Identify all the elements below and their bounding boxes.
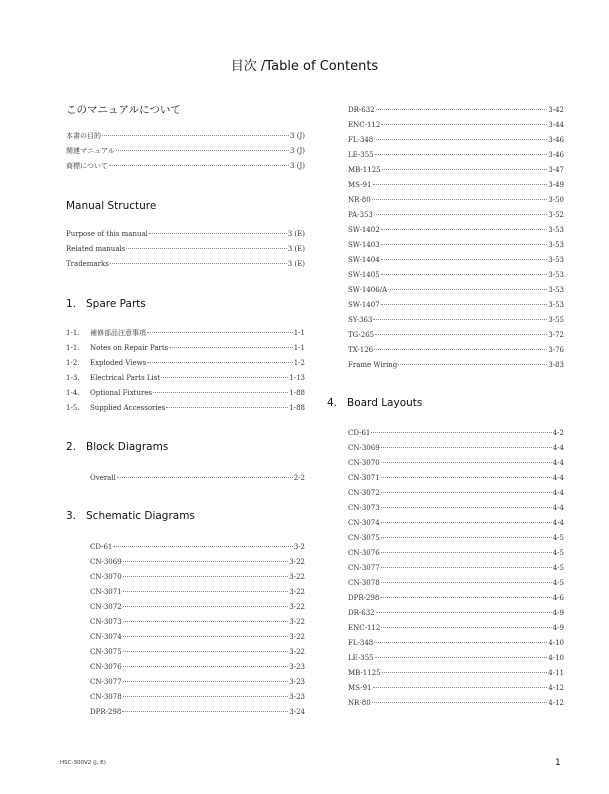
toc-entry-page: 4-4	[552, 444, 564, 452]
dot-leader	[147, 362, 293, 363]
dot-leader	[382, 672, 548, 673]
dot-leader	[123, 681, 289, 682]
toc-entry[interactable]	[348, 163, 564, 178]
toc-entry-page: 4-9	[552, 609, 564, 617]
toc-entry-label: SW-1403	[348, 241, 380, 249]
toc-entry[interactable]	[348, 591, 564, 606]
toc-entry-label: CN-3071	[90, 588, 122, 596]
toc-entry-page: 4-4	[552, 459, 564, 467]
toc-entry[interactable]	[66, 159, 305, 174]
dot-leader	[123, 696, 289, 697]
toc-entry[interactable]	[66, 371, 305, 386]
toc-entry-page: 4-5	[552, 549, 564, 557]
dot-leader	[381, 124, 547, 125]
dot-leader	[398, 364, 547, 365]
toc-entry-page: 4-6	[552, 594, 564, 602]
toc-entry-page: 3-22	[289, 633, 305, 641]
toc-entry[interactable]	[90, 570, 305, 585]
toc-entry-page: 2-2	[293, 474, 305, 482]
toc-list-spare-parts	[66, 326, 305, 416]
dot-leader	[381, 552, 552, 553]
toc-entry-page: 1-88	[289, 389, 305, 397]
toc-entry[interactable]	[90, 540, 305, 555]
toc-entry[interactable]	[348, 238, 564, 253]
section-number: 1.	[66, 298, 77, 310]
toc-entry-label: SW-1406/A	[348, 286, 388, 294]
dot-leader	[153, 392, 288, 393]
dot-leader	[381, 627, 551, 628]
dot-leader	[388, 289, 547, 290]
dot-leader	[117, 477, 293, 478]
toc-entry-page: 4-12	[548, 699, 564, 707]
dot-leader	[110, 263, 287, 264]
toc-entry-label: 本書の目的	[66, 132, 101, 140]
dot-leader	[371, 432, 551, 433]
toc-entry-label: 関連マニュアル	[66, 147, 115, 155]
toc-entry-label: CN-3071	[348, 474, 380, 482]
toc-entry-page: 3-22	[289, 588, 305, 596]
dot-leader	[374, 139, 547, 140]
toc-entry-label: CN-3073	[348, 504, 380, 512]
toc-entry-label: DR-632	[348, 609, 375, 617]
toc-entry[interactable]	[348, 651, 564, 666]
toc-entry[interactable]	[348, 516, 564, 531]
dot-leader	[123, 576, 289, 577]
toc-entry-label: CN-3078	[348, 579, 380, 587]
toc-entry[interactable]	[348, 343, 564, 358]
dot-leader	[373, 319, 547, 320]
toc-entry-label: SY-363	[348, 316, 373, 324]
toc-entry-label: CN-3075	[90, 648, 122, 656]
toc-entry-label: FL-348	[348, 136, 374, 144]
toc-entry[interactable]	[348, 636, 564, 651]
page-title: 目次 /Table of Contents	[230, 59, 379, 74]
section-title: Board Layouts	[347, 397, 423, 409]
toc-entry[interactable]	[90, 675, 305, 690]
toc-entry-label: CN-3070	[348, 459, 380, 467]
toc-entry-page: 4-4	[552, 474, 564, 482]
dot-leader	[166, 407, 288, 408]
toc-entry[interactable]	[66, 257, 305, 272]
toc-entry-label: CN-3069	[348, 444, 380, 452]
toc-entry-label: DPR-298	[348, 594, 380, 602]
toc-entry[interactable]	[348, 696, 564, 711]
toc-entry-section-number: 1-1.	[66, 329, 80, 337]
toc-entry-page: 3 (E)	[287, 230, 305, 238]
toc-entry-page: 3-22	[289, 558, 305, 566]
toc-entry-label: CD-61	[348, 429, 371, 437]
dot-leader	[123, 621, 289, 622]
toc-entry-page: 1-88	[289, 404, 305, 412]
section-title: Schematic Diagrams	[86, 510, 195, 522]
toc-entry[interactable]	[348, 178, 564, 193]
toc-entry-label: SW-1407	[348, 301, 380, 309]
toc-entry-page: 3-52	[548, 211, 564, 219]
toc-entry-label: MS-91	[348, 684, 372, 692]
toc-entry-label: CN-3073	[90, 618, 122, 626]
dot-leader	[116, 150, 289, 151]
toc-entry-page: 4-4	[552, 489, 564, 497]
toc-entry-label: CN-3076	[90, 663, 122, 671]
toc-entry[interactable]	[348, 471, 564, 486]
toc-entry[interactable]	[348, 268, 564, 283]
toc-entry-label: NR-80	[348, 196, 371, 204]
toc-entry-page: 4-4	[552, 504, 564, 512]
dot-leader	[147, 332, 293, 333]
toc-entry[interactable]	[348, 298, 564, 313]
toc-entry-page: 3-47	[548, 166, 564, 174]
toc-entry-page: 3-23	[289, 693, 305, 701]
toc-entry-page: 3 (E)	[287, 260, 305, 268]
dot-leader	[126, 248, 286, 249]
toc-entry[interactable]	[90, 585, 305, 600]
toc-entry-label: ENC-112	[348, 121, 381, 129]
toc-entry-label: CN-3075	[348, 534, 380, 542]
toc-entry[interactable]	[66, 129, 305, 144]
dot-leader	[381, 447, 552, 448]
toc-entry-label: CN-3076	[348, 549, 380, 557]
toc-list-schematic-diagrams	[90, 540, 305, 720]
toc-entry-page: 4-5	[552, 579, 564, 587]
toc-entry[interactable]	[90, 690, 305, 705]
toc-entry-label: Related manuals	[66, 245, 126, 253]
toc-entry-label: Purpose of this manual	[66, 230, 148, 238]
dot-leader	[382, 169, 548, 170]
toc-entry[interactable]	[348, 208, 564, 223]
toc-entry[interactable]	[348, 328, 564, 343]
dot-leader	[102, 135, 289, 136]
dot-leader	[381, 274, 548, 275]
dot-leader	[123, 561, 289, 562]
toc-entry-label: CD-61	[90, 543, 113, 551]
toc-entry[interactable]	[66, 326, 305, 341]
dot-leader	[376, 612, 552, 613]
toc-entry-page: 3-53	[548, 286, 564, 294]
section-heading-about-manual	[66, 102, 181, 117]
toc-entry-page: 3-24	[289, 708, 305, 716]
toc-entry-page: 3-53	[548, 256, 564, 264]
toc-entry-page: 3-46	[548, 151, 564, 159]
toc-entry-label: MB-1125	[348, 166, 381, 174]
dot-leader	[149, 233, 287, 234]
toc-entry-page: 1-2	[293, 359, 305, 367]
toc-entry-label: TG-265	[348, 331, 375, 339]
dot-leader	[374, 349, 547, 350]
toc-entry-label: DPR-298	[90, 708, 122, 716]
dot-leader	[109, 165, 289, 166]
toc-list-schematic-diagrams-continued	[348, 103, 564, 373]
toc-entry[interactable]	[348, 486, 564, 501]
toc-list-board-layouts	[348, 426, 564, 711]
dot-leader	[372, 702, 548, 703]
toc-entry-page: 3-53	[548, 241, 564, 249]
toc-entry[interactable]	[348, 148, 564, 163]
toc-entry[interactable]	[90, 555, 305, 570]
toc-list-manual-structure	[66, 227, 305, 272]
toc-entry-label: TX-126	[348, 346, 374, 354]
dot-leader	[381, 507, 552, 508]
toc-entry-page: 3-76	[548, 346, 564, 354]
toc-entry-page: 4-5	[552, 564, 564, 572]
toc-entry-label: MB-1125	[348, 669, 381, 677]
toc-entry[interactable]	[348, 358, 564, 373]
toc-entry-page: 4-2	[552, 429, 564, 437]
section-heading-spare-parts	[66, 298, 146, 310]
toc-entry[interactable]	[66, 356, 305, 371]
toc-entry-page: 4-12	[548, 684, 564, 692]
toc-entry-page: 3-55	[548, 316, 564, 324]
toc-entry-page: 1-13	[289, 374, 305, 382]
toc-entry-label: PA-353	[348, 211, 373, 219]
toc-entry-label: Trademarks	[66, 260, 109, 268]
section-title: Spare Parts	[86, 298, 146, 310]
toc-entry[interactable]	[348, 606, 564, 621]
toc-entry[interactable]	[348, 133, 564, 148]
toc-entry-label: DR-632	[348, 106, 375, 114]
toc-entry-label: CN-3074	[90, 633, 122, 641]
toc-entry-page: 3-46	[548, 136, 564, 144]
dot-leader	[381, 537, 552, 538]
toc-entry-page: 3-22	[289, 618, 305, 626]
toc-entry-label: CN-3078	[90, 693, 122, 701]
toc-entry-section-number: 1-4.	[66, 389, 80, 397]
toc-entry[interactable]	[90, 615, 305, 630]
toc-entry[interactable]	[90, 471, 305, 486]
toc-entry-page: 4-4	[552, 519, 564, 527]
toc-entry-section-number: 1-1.	[66, 344, 80, 352]
dot-leader	[169, 347, 292, 348]
toc-entry-page: 3-22	[289, 573, 305, 581]
toc-entry-page: 1-1	[293, 344, 305, 352]
footer-model: HSC-300V2 (J, E)	[60, 760, 106, 766]
toc-entry-label: ENC-112	[348, 624, 381, 632]
toc-entry[interactable]	[348, 253, 564, 268]
toc-entry[interactable]	[348, 561, 564, 576]
dot-leader	[380, 597, 551, 598]
section-number: 4.	[327, 397, 338, 409]
dot-leader	[373, 184, 548, 185]
toc-entry[interactable]	[348, 193, 564, 208]
toc-entry-page: 3 (E)	[287, 245, 305, 253]
dot-leader	[123, 666, 289, 667]
toc-entry[interactable]	[66, 386, 305, 401]
toc-entry-label: Exploded Views	[90, 359, 147, 367]
toc-entry[interactable]	[348, 283, 564, 298]
toc-entry-page: 3-53	[548, 301, 564, 309]
toc-entry[interactable]	[348, 666, 564, 681]
dot-leader	[381, 462, 552, 463]
toc-entry-label: SW-1405	[348, 271, 380, 279]
toc-entry-label: 商標について	[66, 162, 108, 170]
toc-entry-label: CN-3077	[90, 678, 122, 686]
dot-leader	[381, 492, 552, 493]
section-heading-schematic-diagrams	[66, 510, 195, 522]
section-heading-manual-structure	[66, 200, 156, 212]
toc-entry-label: MS-91	[348, 181, 372, 189]
toc-entry-label: SW-1402	[348, 226, 380, 234]
toc-entry[interactable]	[66, 144, 305, 159]
section-title: このマニュアルについて	[66, 104, 181, 116]
dot-leader	[113, 546, 292, 547]
toc-entry[interactable]	[90, 600, 305, 615]
toc-entry[interactable]	[90, 630, 305, 645]
toc-entry[interactable]	[348, 531, 564, 546]
toc-entry-label: Optional Fixtures	[90, 389, 153, 397]
toc-entry[interactable]	[348, 313, 564, 328]
toc-entry[interactable]	[348, 456, 564, 471]
dot-leader	[381, 477, 552, 478]
toc-entry-page: 3-72	[548, 331, 564, 339]
dot-leader	[381, 259, 548, 260]
section-heading-board-layouts	[327, 397, 422, 409]
toc-entry-page: 3-23	[289, 678, 305, 686]
toc-entry-page: 3-49	[548, 181, 564, 189]
toc-entry-label: CN-3070	[90, 573, 122, 581]
toc-entry[interactable]	[66, 341, 305, 356]
toc-entry[interactable]	[348, 621, 564, 636]
toc-entry[interactable]	[348, 118, 564, 133]
dot-leader	[372, 199, 548, 200]
section-title: Block Diagrams	[86, 441, 169, 453]
toc-entry-page: 1-1	[293, 329, 305, 337]
section-number: 3.	[66, 510, 77, 522]
dot-leader	[375, 657, 548, 658]
toc-entry-page: 3-50	[548, 196, 564, 204]
toc-entry[interactable]	[348, 223, 564, 238]
toc-entry-label: NR-80	[348, 699, 371, 707]
toc-entry-label: Notes on Repair Parts	[90, 344, 169, 352]
toc-entry-page: 4-10	[548, 654, 564, 662]
toc-entry-label: LE-355	[348, 151, 374, 159]
toc-entry[interactable]	[348, 576, 564, 591]
toc-entry[interactable]	[348, 501, 564, 516]
toc-entry-page: 3-22	[289, 603, 305, 611]
toc-entry-label: LE-355	[348, 654, 374, 662]
dot-leader	[123, 636, 289, 637]
toc-list-block-diagrams	[90, 471, 305, 486]
toc-entry-page: 3-44	[548, 121, 564, 129]
toc-entry-page: 3 (J)	[290, 162, 305, 170]
toc-entry-page: 4-9	[552, 624, 564, 632]
toc-entry-label: Electrical Parts List	[90, 374, 161, 382]
toc-entry[interactable]	[348, 441, 564, 456]
toc-entry-page: 3 (J)	[290, 132, 305, 140]
dot-leader	[381, 567, 552, 568]
toc-entry-label: CN-3077	[348, 564, 380, 572]
dot-leader	[381, 582, 552, 583]
toc-entry-page: 3-53	[548, 271, 564, 279]
dot-leader	[376, 109, 548, 110]
toc-entry[interactable]	[348, 546, 564, 561]
toc-entry-page: 3-2	[293, 543, 305, 551]
toc-entry-label: Supplied Accessories	[90, 404, 166, 412]
dot-leader	[374, 642, 547, 643]
toc-entry-page: 3-22	[289, 648, 305, 656]
toc-entry[interactable]	[348, 426, 564, 441]
toc-entry-label: Frame Wiring	[348, 361, 398, 369]
section-heading-block-diagrams	[66, 441, 168, 453]
toc-entry-page: 3-23	[289, 663, 305, 671]
toc-entry-label: Overall	[90, 474, 116, 482]
toc-entry-section-number: 1-3.	[66, 374, 80, 382]
dot-leader	[374, 214, 547, 215]
toc-entry-page: 3-83	[548, 361, 564, 369]
toc-entry-label: CN-3072	[90, 603, 122, 611]
toc-entry[interactable]	[90, 660, 305, 675]
dot-leader	[381, 304, 548, 305]
dot-leader	[381, 522, 552, 523]
toc-entry[interactable]	[66, 227, 305, 242]
toc-entry[interactable]	[90, 645, 305, 660]
dot-leader	[122, 711, 288, 712]
dot-leader	[123, 591, 289, 592]
toc-entry-page: 4-11	[548, 669, 564, 677]
toc-entry[interactable]	[66, 242, 305, 257]
footer-page-number: 1	[555, 758, 561, 768]
toc-entry[interactable]	[66, 401, 305, 416]
dot-leader	[375, 334, 547, 335]
toc-entry[interactable]	[348, 681, 564, 696]
dot-leader	[375, 154, 548, 155]
toc-entry-section-number: 1-2.	[66, 359, 80, 367]
dot-leader	[373, 687, 548, 688]
section-title: Manual Structure	[66, 200, 157, 212]
toc-entry-label: SW-1404	[348, 256, 380, 264]
toc-entry-page: 4-5	[552, 534, 564, 542]
toc-entry-page: 3-42	[548, 106, 564, 114]
section-number: 2.	[66, 441, 77, 453]
toc-entry-section-number: 1-5.	[66, 404, 80, 412]
toc-entry-label: 補修部品注意事項	[90, 329, 146, 337]
dot-leader	[123, 606, 289, 607]
toc-entry-page: 3-53	[548, 226, 564, 234]
toc-entry-label: CN-3074	[348, 519, 380, 527]
toc-entry-label: CN-3072	[348, 489, 380, 497]
dot-leader	[381, 229, 548, 230]
dot-leader	[123, 651, 289, 652]
dot-leader	[161, 377, 288, 378]
toc-entry[interactable]	[348, 103, 564, 118]
toc-entry-page: 4-10	[548, 639, 564, 647]
toc-entry[interactable]	[90, 705, 305, 720]
toc-list-about-manual	[66, 129, 305, 174]
toc-entry-label: FL-348	[348, 639, 374, 647]
toc-entry-label: CN-3069	[90, 558, 122, 566]
toc-entry-page: 3 (J)	[290, 147, 305, 155]
dot-leader	[381, 244, 548, 245]
